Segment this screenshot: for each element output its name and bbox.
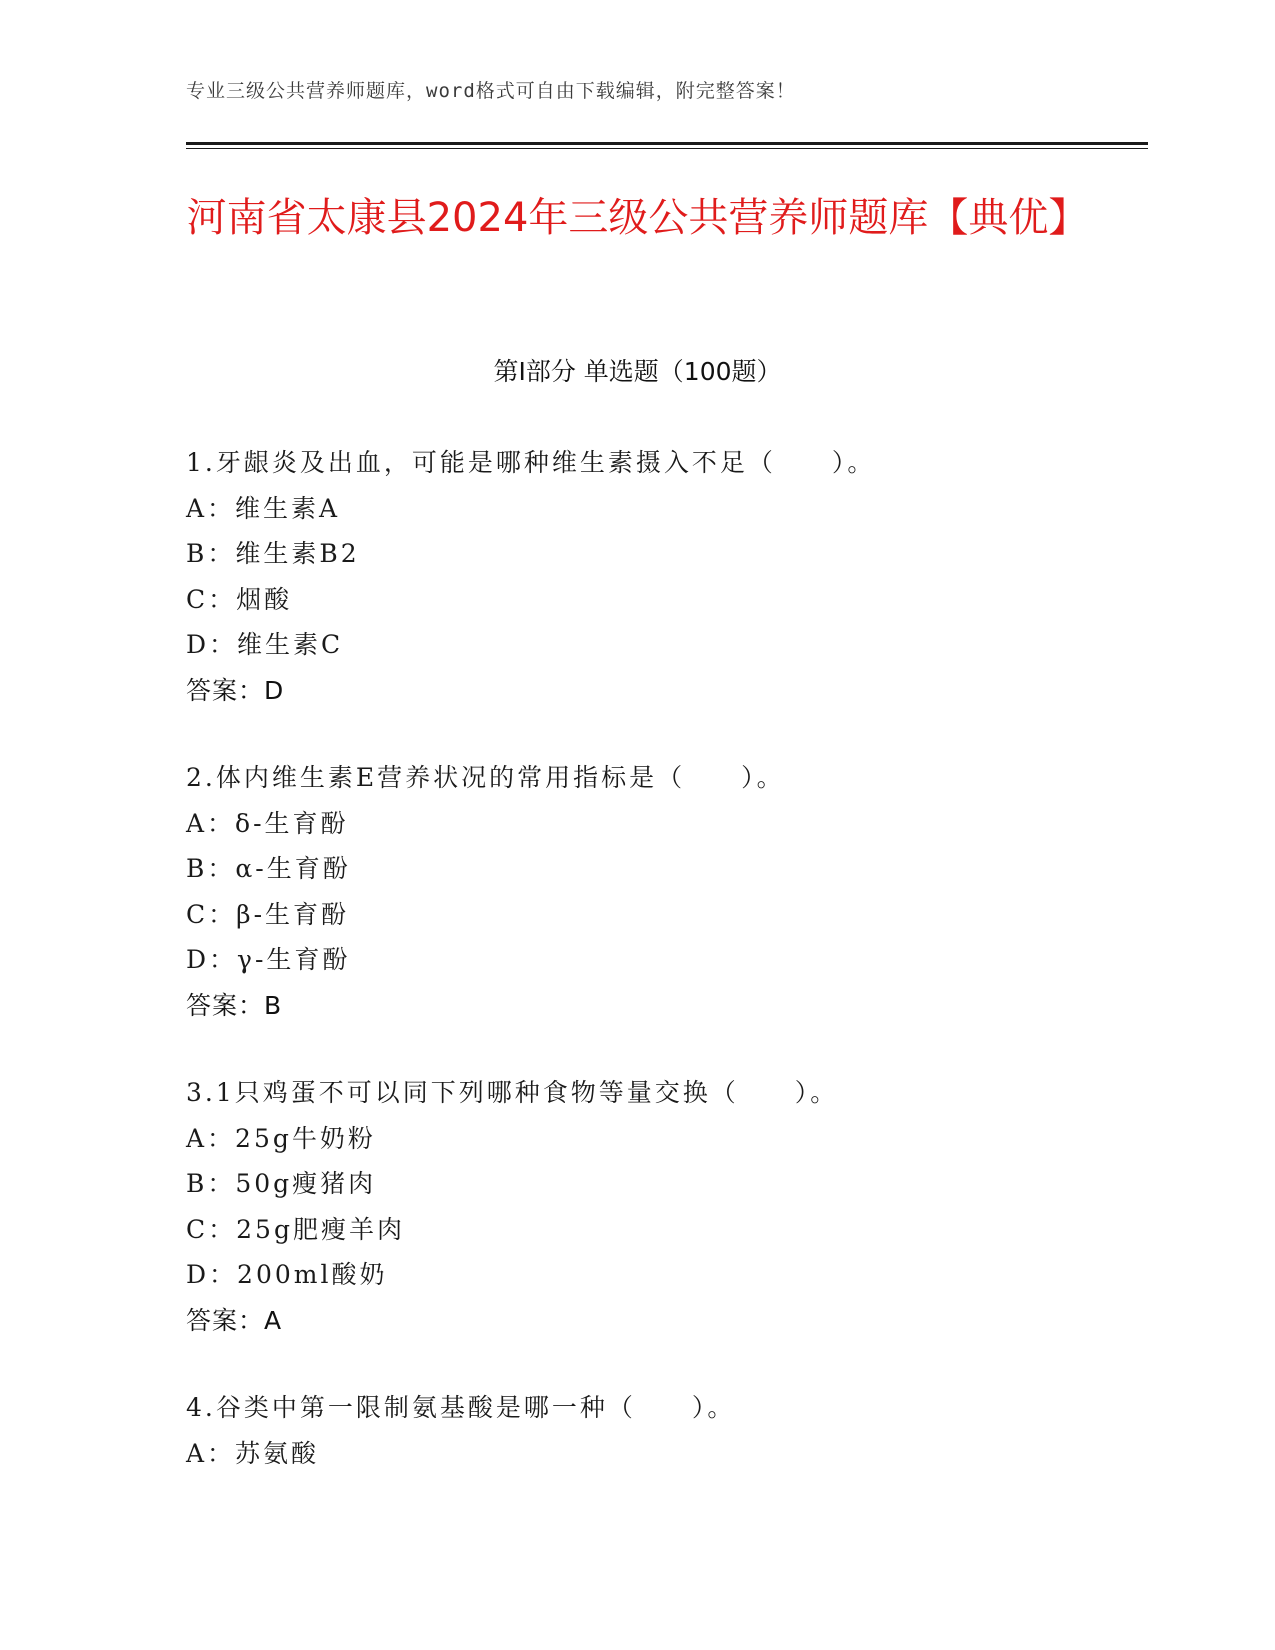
option-d: D：维生素C	[186, 630, 344, 659]
option-a: A：δ-生育酚	[186, 808, 349, 838]
question-stem: 3.1只鸡蛋不可以同下列哪种食物等量交换（ ）。	[186, 1078, 839, 1107]
question-list	[186, 440, 1146, 1518]
answer: 答案：A	[186, 1305, 283, 1335]
header-rule-thick	[186, 142, 1148, 145]
option-a: A：维生素A	[186, 493, 341, 523]
option-b: B：α-生育酚	[186, 854, 351, 883]
question-4	[186, 1385, 1146, 1476]
question-stem: 2.体内维生素E营养状况的常用指标是（ ）。	[186, 763, 785, 792]
option-d: D：200ml酸奶	[186, 1260, 388, 1289]
document-title: 河南省太康县2024年三级公共营养师题库【典优】	[186, 195, 1089, 241]
option-b: B：50g瘦猪肉	[186, 1169, 377, 1198]
option-c: C：烟酸	[186, 584, 293, 614]
header-note: 专业三级公共营养师题库，word格式可自由下载编辑，附完整答案！	[186, 80, 796, 102]
option-c: C：25g肥瘦羊肉	[186, 1214, 405, 1244]
option-d: D：γ-生育酚	[186, 945, 351, 974]
answer: 答案：D	[186, 675, 285, 705]
section-title: 第I部分 单选题（100题）	[493, 357, 782, 386]
question-stem: 1.牙龈炎及出血，可能是哪种维生素摄入不足（ ）。	[186, 448, 876, 477]
header-rule-thin	[186, 148, 1148, 149]
question-2	[186, 755, 1146, 1028]
answer: 答案：B	[186, 990, 283, 1020]
question-stem: 4.谷类中第一限制氨基酸是哪一种（ ）。	[186, 1393, 736, 1422]
question-3	[186, 1070, 1146, 1343]
option-b: B：维生素B2	[186, 539, 360, 568]
option-a: A：苏氨酸	[186, 1438, 320, 1468]
option-a: A：25g牛奶粉	[186, 1123, 376, 1153]
option-c: C：β-生育酚	[186, 899, 350, 929]
question-1	[186, 440, 1146, 713]
